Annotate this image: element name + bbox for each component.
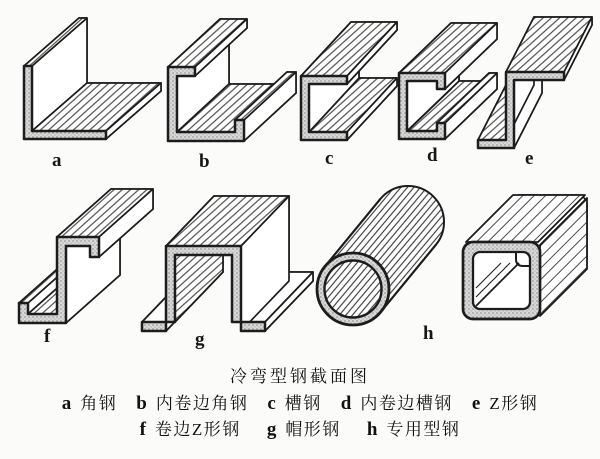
- figure-round-tube-steel: [317, 186, 444, 325]
- figure-title: 冷弯型钢截面图: [230, 367, 370, 386]
- legend-term: 内卷边槽钢: [360, 394, 453, 413]
- legend-entry: [341, 393, 453, 416]
- figure-label-a: a: [52, 150, 62, 171]
- figure-hat-section-steel: [142, 196, 313, 331]
- legend-term: Z形钢: [489, 394, 539, 413]
- legend-term: 卷边Z形钢: [154, 420, 241, 439]
- figure-square-tube-steel: [463, 195, 587, 319]
- figure-angle-steel: [24, 18, 161, 139]
- figure-label-c: c: [325, 148, 334, 169]
- legend-term: 专用型钢: [386, 420, 461, 439]
- figure-label-d: d: [427, 145, 438, 166]
- legend-term: 内卷边角钢: [155, 394, 249, 413]
- legend-entry: [267, 419, 341, 442]
- figure-label-e: e: [525, 148, 534, 169]
- figure-rolled-edge-z-section-steel: [19, 189, 153, 323]
- legend-key: b: [136, 393, 147, 414]
- legend-key: f: [139, 419, 146, 440]
- figure-label-h: h: [423, 323, 434, 344]
- legend-key: e: [471, 393, 481, 414]
- legend-entry: [367, 419, 461, 442]
- legend-entry: [140, 419, 241, 442]
- figure-label-f: f: [44, 326, 51, 347]
- legend-term: 槽钢: [284, 394, 322, 413]
- legend-entry: [62, 393, 118, 416]
- figure-label-g: g: [195, 329, 205, 350]
- figure-label-b: b: [199, 151, 210, 172]
- legend-term: 角钢: [80, 394, 118, 413]
- figure-inner-rolled-edge-angle-steel: [168, 19, 296, 141]
- legend-row-2: [0, 419, 600, 442]
- legend-key: g: [266, 419, 277, 440]
- figure-inner-rolled-edge-channel-steel: [399, 23, 497, 139]
- legend-entry: [136, 393, 248, 416]
- legend-row-1: [0, 393, 600, 416]
- figure-channel-steel: [301, 22, 397, 140]
- legend-entry: [267, 393, 321, 416]
- legend-term: 帽形钢: [285, 420, 341, 439]
- legend-entry: [472, 393, 538, 416]
- legend-key: d: [340, 393, 352, 414]
- legend-key: c: [267, 393, 276, 414]
- legend-key: h: [366, 419, 378, 440]
- legend-key: a: [61, 393, 72, 414]
